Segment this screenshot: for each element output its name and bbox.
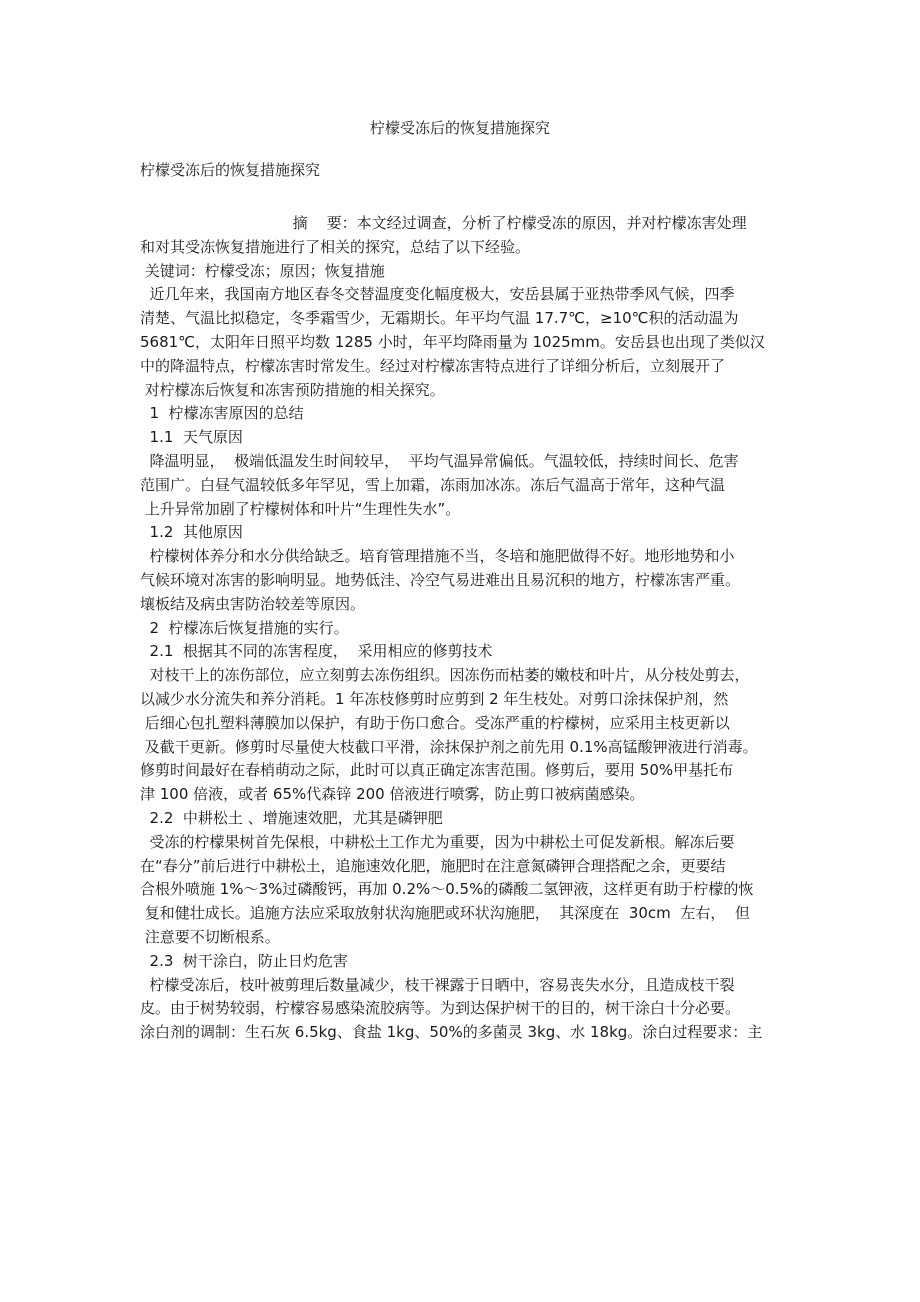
paragraph-line: 中的降温特点，柠檬冻害时常发生。经过对柠檬冻害特点进行了详细分析后，立刻展开了: [140, 356, 726, 375]
paragraph-line: 柠檬受冻后，枝叶被剪理后数量减少，枝干裸露于日晒中，容易丧失水分，且造成枝干裂: [140, 975, 735, 994]
paragraph-line: 津 100 倍液，或者 65%代森锌 200 倍液进行喷雾，防止剪口被病菌感染。: [140, 785, 645, 804]
paragraph-line: 注意要不切断根系。: [140, 927, 280, 946]
paragraph-line: 降温明显， 极端低温发生时间较早， 平均气温异常偏低。气温较低，持续时间长、危害: [140, 451, 739, 470]
paragraph-line: 合根外喷施 1%～3%过磷酸钙，再加 0.2%～0.5%的磷酸二氢钾液，这样更有助于柠檬的恢: [140, 880, 754, 899]
paragraph-line: 近几年来，我国南方地区春冬交替温度变化幅度极大，安岳县属于亚热带季风气候，四季: [140, 285, 735, 304]
paragraph-line: 壤板结及病虫害防治较差等原因。: [140, 594, 366, 613]
paragraph-line: 2 柠檬冻后恢复措施的实行。: [140, 618, 349, 637]
paragraph-line: 在“春分”前后进行中耕松土，追施速效化肥，施肥时在注意氮磷钾合理搭配之余，更要结: [140, 856, 726, 875]
paragraph-line: 和对其受冻恢复措施进行了相关的探究，总结了以下经验。: [140, 237, 531, 256]
paragraph-line: 2.2 中耕松土 、增施速效肥，尤其是磷钾肥: [140, 808, 443, 827]
paragraph-line: 清楚、气温比拟稳定，冬季霜雪少，无霜期长。年平均气温 17.7℃，≥10℃积的活动温为: [140, 309, 739, 328]
paragraph-line: 5681℃，太阳年日照平均数 1285 小时，年平均降雨量为 1025mm。安岳县也出现了类似汉: [140, 332, 765, 351]
paragraph-line: 后细心包扎塑料薄膜加以保护，有助于伤口愈合。受冻严重的柠檬树，应采用主枝更新以: [140, 713, 730, 732]
paragraph-line: 柠檬树体养分和水分供给缺乏。培育管理措施不当，冬培和施肥做得不好。地形地势和小: [140, 547, 735, 566]
paragraph-line: 以减少水分流失和养分消耗。1 年冻枝修剪时应剪到 2 年生枝处。对剪口涂抹保护剂，然: [140, 689, 729, 708]
paragraph-line: 修剪时间最好在春梢萌动之际，此时可以真正确定冻害范围。修剪后，要用 50%甲基托布: [140, 761, 734, 780]
paragraph-line: 及截干更新。修剪时尽量使大枝截口平滑，涂抹保护剂之前先用 0.1%高锰酸钾液进行消毒。: [140, 737, 758, 756]
document-title: 柠檬受冻后的恢复措施探究: [369, 119, 550, 137]
paragraph-line: 1.2 其他原因: [140, 523, 243, 542]
paragraph-line: 关键词：柠檬受冻；原因；恢复措施: [140, 261, 385, 280]
paragraph-line: 2.1 根据其不同的冻害程度， 采用相应的修剪技术: [140, 642, 493, 661]
paragraph-line: 涂白剂的调制：生石灰 6.5kg、食盐 1kg、50%的多菌灵 3kg、水 18kg。涂白过程要求：主: [140, 1023, 763, 1042]
paragraph-line: 对枝干上的冻伤部位，应立刻剪去冻伤组织。因冻伤而枯萎的嫩枝和叶片，从分枝处剪去，: [140, 666, 750, 685]
document-subtitle: 柠檬受冻后的恢复措施探究: [140, 161, 321, 179]
paragraph-line: 皮。由于树势较弱，柠檬容易感染流胶病等。为到达保护树干的目的，树干涂白十分必要。: [140, 999, 741, 1018]
paragraph-line: 复和健壮成长。追施方法应采取放射状沟施肥或环状沟施肥， 其深度在 30cm 左右， 但: [140, 904, 750, 923]
paragraph-line: 对柠檬冻后恢复和冻害预防措施的相关探究。: [140, 380, 445, 399]
paragraph-line: 上升异常加剧了柠檬树体和叶片“生理性失水”。: [140, 499, 461, 518]
paragraph-line: 受冻的柠檬果树首先保根，中耕松土工作尤为重要，因为中耕松土可促发新根。解冻后要: [140, 832, 735, 851]
document-body: [140, 212, 782, 1045]
paragraph-line: 范围广。白昼气温较低多年罕见，雪上加霜，冻雨加冰冻。冻后气温高于常年，这种气温: [140, 475, 726, 494]
paragraph-line: 2.3 树干涂白，防止日灼危害: [140, 951, 348, 970]
paragraph-line: 气候环境对冻害的影响明显。地势低洼、冷空气易进难出且易沉积的地方，柠檬冻害严重。: [140, 570, 741, 589]
paragraph-line: 1 柠檬冻害原因的总结: [140, 404, 304, 423]
paragraph-line: 摘 要：本文经过调查，分析了柠檬受冻的原因，并对柠檬冻害处理: [140, 214, 747, 232]
paragraph-line: 1.1 天气原因: [140, 428, 243, 447]
